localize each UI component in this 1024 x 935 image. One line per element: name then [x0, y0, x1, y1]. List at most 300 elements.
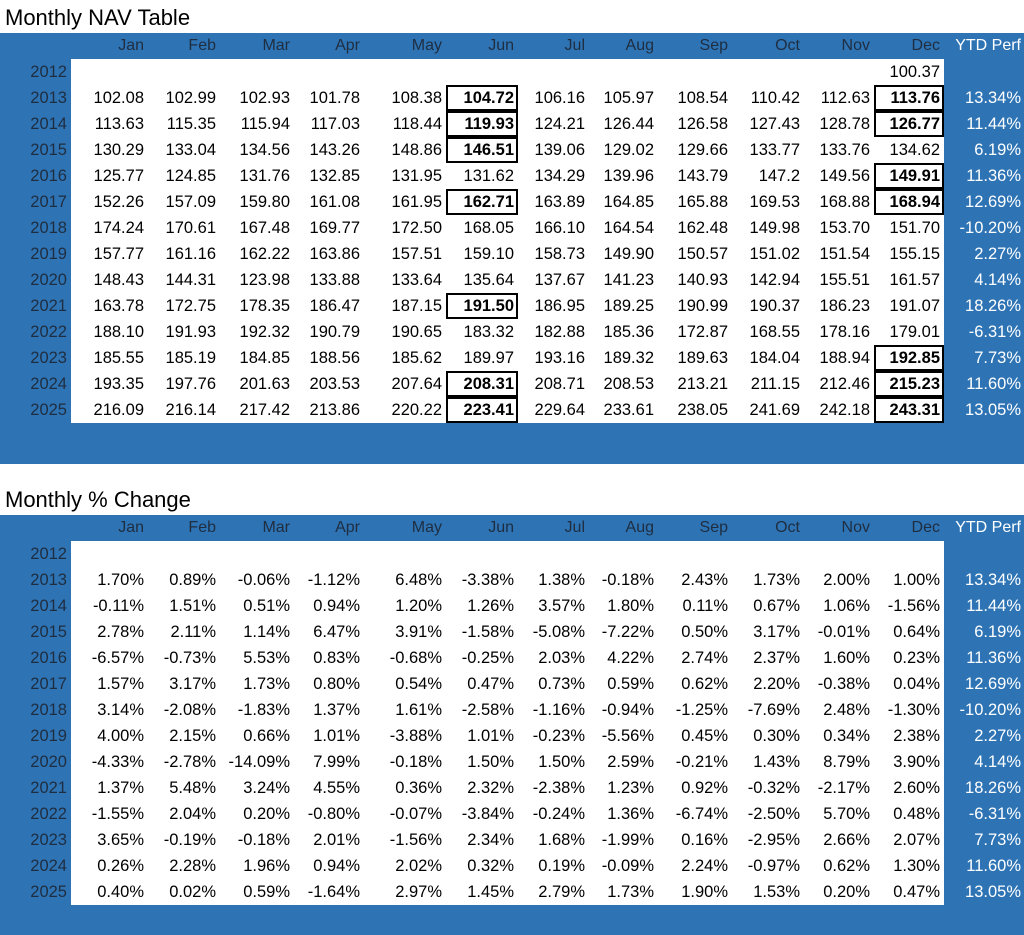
table-cell: 1.37% — [294, 697, 364, 723]
table-cell: 3.24% — [220, 775, 294, 801]
table-cell: -3.38% — [446, 567, 518, 593]
table-cell: 2.59% — [589, 749, 658, 775]
table-cell: 3.91% — [364, 619, 446, 645]
table-cell: 1.51% — [148, 593, 220, 619]
table-cell: 182.88 — [518, 319, 589, 345]
table-cell: 163.89 — [518, 189, 589, 215]
table-cell — [364, 541, 446, 567]
table-cell: -0.18% — [589, 567, 658, 593]
table-cell: -1.12% — [294, 567, 364, 593]
table-cell: 131.76 — [220, 163, 294, 189]
year-label: 2014 — [30, 597, 67, 615]
table-cell — [732, 541, 804, 567]
table-cell: -0.38% — [804, 671, 874, 697]
pct-table-title: Monthly % Change — [5, 487, 191, 512]
table-cell: 158.73 — [518, 241, 589, 267]
table-cell — [589, 59, 658, 85]
year-label: 2018 — [30, 701, 67, 719]
table-cell: 1.38% — [518, 567, 589, 593]
year-label: 2024 — [30, 857, 67, 875]
month-header: Jul — [564, 519, 585, 536]
table-cell: -0.68% — [364, 645, 446, 671]
ytd-perf-header: YTD Perf — [955, 37, 1021, 54]
ytd-perf-value: 13.05% — [965, 883, 1021, 901]
table-cell: 162.48 — [658, 215, 732, 241]
year-label: 2012 — [30, 63, 67, 81]
table-cell: 174.24 — [71, 215, 148, 241]
table-cell: 0.34% — [804, 723, 874, 749]
table-cell: 168.94 — [874, 189, 944, 215]
table-cell: 128.78 — [804, 111, 874, 137]
table-cell: 2.79% — [518, 879, 589, 905]
table-cell: 172.87 — [658, 319, 732, 345]
table-cell: 3.65% — [71, 827, 148, 853]
table-cell: 117.03 — [294, 111, 364, 137]
month-header: Sep — [699, 519, 728, 536]
ytd-perf-value: 11.36% — [966, 649, 1021, 667]
ytd-perf-value: 7.73% — [974, 831, 1021, 849]
table-cell: 0.48% — [874, 801, 944, 827]
ytd-perf-value: 13.34% — [965, 89, 1021, 107]
table-cell: 148.43 — [71, 267, 148, 293]
table-cell: -0.06% — [220, 567, 294, 593]
table-cell: 162.22 — [220, 241, 294, 267]
table-cell: 161.95 — [364, 189, 446, 215]
table-cell: -0.19% — [148, 827, 220, 853]
table-cell: -3.84% — [446, 801, 518, 827]
month-header: Apr — [335, 519, 360, 536]
ytd-perf-value: 11.60% — [966, 375, 1021, 393]
table-cell: 8.79% — [804, 749, 874, 775]
table-cell: 0.59% — [220, 879, 294, 905]
table-cell — [294, 541, 364, 567]
ytd-perf-value: -6.31% — [968, 805, 1021, 823]
table-cell: 185.55 — [71, 345, 148, 371]
table-cell: 113.63 — [71, 111, 148, 137]
ytd-perf-value: 11.44% — [966, 597, 1021, 615]
table-cell: 186.47 — [294, 293, 364, 319]
table-cell: -0.07% — [364, 801, 446, 827]
table-cell: -0.32% — [732, 775, 804, 801]
table-cell: 2.11% — [148, 619, 220, 645]
ytd-perf-value — [944, 59, 1024, 85]
table-cell: 191.50 — [446, 293, 518, 319]
year-label: 2013 — [30, 571, 67, 589]
table-cell: -2.08% — [148, 697, 220, 723]
table-cell: 188.56 — [294, 345, 364, 371]
table-cell: -0.18% — [364, 749, 446, 775]
table-cell: 169.53 — [732, 189, 804, 215]
month-header: Dec — [911, 519, 940, 536]
table-cell: 129.02 — [589, 137, 658, 163]
table-cell: 6.48% — [364, 567, 446, 593]
table-cell: -1.56% — [364, 827, 446, 853]
table-cell: -2.58% — [446, 697, 518, 723]
year-label: 2013 — [30, 89, 67, 107]
month-header: Jun — [488, 519, 514, 536]
table-cell: -2.50% — [732, 801, 804, 827]
table-cell: 161.57 — [874, 267, 944, 293]
table-cell: 3.57% — [518, 593, 589, 619]
year-label: 2021 — [30, 297, 67, 315]
table-cell: 2.34% — [446, 827, 518, 853]
table-cell: 124.21 — [518, 111, 589, 137]
table-cell: 4.22% — [589, 645, 658, 671]
ytd-perf-value — [944, 541, 1024, 567]
table-cell: 0.26% — [71, 853, 148, 879]
table-cell: 238.05 — [658, 397, 732, 423]
table-cell: 113.76 — [874, 85, 944, 111]
table-cell — [220, 541, 294, 567]
table-cell — [658, 59, 732, 85]
table-cell: 6.47% — [294, 619, 364, 645]
table-cell: 186.95 — [518, 293, 589, 319]
table-cell: -0.23% — [518, 723, 589, 749]
table-cell: 1.96% — [220, 853, 294, 879]
table-cell: 131.95 — [364, 163, 446, 189]
table-cell: 147.2 — [732, 163, 804, 189]
table-cell: -0.21% — [658, 749, 732, 775]
table-cell — [148, 541, 220, 567]
table-cell: -3.88% — [364, 723, 446, 749]
table-cell: 190.99 — [658, 293, 732, 319]
table-cell: 166.10 — [518, 215, 589, 241]
table-cell: 189.97 — [446, 345, 518, 371]
year-label: 2017 — [30, 675, 67, 693]
table-cell: 189.63 — [658, 345, 732, 371]
ytd-perf-value: 2.27% — [974, 245, 1021, 263]
table-cell: 0.16% — [658, 827, 732, 853]
table-cell: -1.25% — [658, 697, 732, 723]
table-cell: 172.75 — [148, 293, 220, 319]
table-cell: 133.76 — [804, 137, 874, 163]
table-cell: 140.93 — [658, 267, 732, 293]
table-cell: 211.15 — [732, 371, 804, 397]
table-cell — [220, 59, 294, 85]
table-cell: 159.10 — [446, 241, 518, 267]
month-header: Mar — [262, 519, 290, 536]
table-cell: 1.57% — [71, 671, 148, 697]
table-cell: 0.20% — [804, 879, 874, 905]
table-cell: 2.20% — [732, 671, 804, 697]
table-cell: 126.58 — [658, 111, 732, 137]
table-cell: 207.64 — [364, 371, 446, 397]
table-cell: 134.29 — [518, 163, 589, 189]
table-cell: 197.76 — [148, 371, 220, 397]
corner-cell — [0, 515, 71, 541]
ytd-perf-value: 2.27% — [974, 727, 1021, 745]
table-cell: 0.92% — [658, 775, 732, 801]
table-cell: 3.14% — [71, 697, 148, 723]
table-cell: -0.24% — [518, 801, 589, 827]
year-label: 2023 — [30, 349, 67, 367]
table-cell: 108.54 — [658, 85, 732, 111]
table-cell: 133.77 — [732, 137, 804, 163]
table-cell: 157.77 — [71, 241, 148, 267]
table-cell: 164.85 — [589, 189, 658, 215]
table-cell: -0.01% — [804, 619, 874, 645]
year-label: 2023 — [30, 831, 67, 849]
table-cell: 1.43% — [732, 749, 804, 775]
table-cell: 119.93 — [446, 111, 518, 137]
month-header: Nov — [841, 37, 870, 54]
table-cell: 1.06% — [804, 593, 874, 619]
table-cell: 125.77 — [71, 163, 148, 189]
table-cell: 1.45% — [446, 879, 518, 905]
table-cell: 104.72 — [446, 85, 518, 111]
table-cell: 213.21 — [658, 371, 732, 397]
table-cell: -6.74% — [658, 801, 732, 827]
table-cell — [804, 59, 874, 85]
table-cell: 143.79 — [658, 163, 732, 189]
ytd-perf-value: 4.14% — [974, 271, 1021, 289]
table-cell: -7.69% — [732, 697, 804, 723]
table-cell: 170.61 — [148, 215, 220, 241]
table-cell: 7.99% — [294, 749, 364, 775]
table-cell: 0.50% — [658, 619, 732, 645]
ytd-perf-value: 7.73% — [974, 349, 1021, 367]
ytd-perf-value: 18.26% — [965, 779, 1021, 797]
table-cell — [364, 59, 446, 85]
table-cell: 0.11% — [658, 593, 732, 619]
table-cell: 191.93 — [148, 319, 220, 345]
table-cell: 233.61 — [589, 397, 658, 423]
table-cell: 0.20% — [220, 801, 294, 827]
table-cell — [658, 541, 732, 567]
table-cell: 0.94% — [294, 593, 364, 619]
table-cell: 129.66 — [658, 137, 732, 163]
pct-table-grid — [0, 515, 1024, 905]
nav-table-grid — [0, 33, 1024, 423]
table-cell: 162.71 — [446, 189, 518, 215]
ytd-perf-value: 6.19% — [974, 623, 1021, 641]
table-cell: 133.88 — [294, 267, 364, 293]
table-cell: 3.90% — [874, 749, 944, 775]
month-header: May — [411, 519, 442, 536]
month-header: Nov — [841, 519, 870, 536]
table-cell: 130.29 — [71, 137, 148, 163]
table-cell: 178.16 — [804, 319, 874, 345]
table-cell: 1.20% — [364, 593, 446, 619]
table-cell: 192.32 — [220, 319, 294, 345]
table-cell: -4.33% — [71, 749, 148, 775]
ytd-perf-value: 18.26% — [965, 297, 1021, 315]
table-cell: 216.14 — [148, 397, 220, 423]
table-cell: 112.63 — [804, 85, 874, 111]
table-cell: 0.67% — [732, 593, 804, 619]
table-cell: 179.01 — [874, 319, 944, 345]
table-cell: 163.78 — [71, 293, 148, 319]
table-cell: -1.30% — [874, 697, 944, 723]
table-cell: 2.04% — [148, 801, 220, 827]
table-cell: 192.85 — [874, 345, 944, 371]
nav-table-title: Monthly NAV Table — [5, 5, 191, 30]
table-cell: 193.35 — [71, 371, 148, 397]
table-cell: 1.68% — [518, 827, 589, 853]
table-cell: 155.51 — [804, 267, 874, 293]
month-header: Mar — [262, 37, 290, 54]
table-cell: 1.01% — [294, 723, 364, 749]
table-cell: -14.09% — [220, 749, 294, 775]
table-cell: 1.61% — [364, 697, 446, 723]
table-cell: 169.77 — [294, 215, 364, 241]
table-cell: 124.85 — [148, 163, 220, 189]
table-cell — [732, 59, 804, 85]
table-cell: 137.67 — [518, 267, 589, 293]
table-cell: 1.14% — [220, 619, 294, 645]
table-cell: 4.55% — [294, 775, 364, 801]
table-cell: 186.23 — [804, 293, 874, 319]
table-cell: 1.60% — [804, 645, 874, 671]
table-cell: 1.30% — [874, 853, 944, 879]
table-cell: 133.64 — [364, 267, 446, 293]
year-label: 2015 — [30, 623, 67, 641]
table-cell: 3.17% — [148, 671, 220, 697]
table-cell: 215.23 — [874, 371, 944, 397]
table-cell: 201.63 — [220, 371, 294, 397]
year-label: 2019 — [30, 727, 67, 745]
table-cell: 168.55 — [732, 319, 804, 345]
year-label: 2012 — [30, 545, 67, 563]
table-cell: 1.80% — [589, 593, 658, 619]
table-cell: 2.74% — [658, 645, 732, 671]
table-cell: 5.53% — [220, 645, 294, 671]
month-header: Oct — [775, 37, 800, 54]
month-header: Feb — [188, 37, 216, 54]
table-cell: 0.36% — [364, 775, 446, 801]
year-label: 2020 — [30, 753, 67, 771]
table-cell: 1.73% — [732, 567, 804, 593]
table-cell — [518, 541, 589, 567]
ytd-perf-value: 11.60% — [966, 857, 1021, 875]
month-header: Jan — [118, 519, 144, 536]
ytd-perf-value: 12.69% — [965, 193, 1021, 211]
table-cell: 102.08 — [71, 85, 148, 111]
table-cell: 172.50 — [364, 215, 446, 241]
table-cell: 115.94 — [220, 111, 294, 137]
table-cell: -0.18% — [220, 827, 294, 853]
year-label: 2020 — [30, 271, 67, 289]
table-cell: 193.16 — [518, 345, 589, 371]
table-cell: 1.73% — [220, 671, 294, 697]
table-cell: 100.37 — [874, 59, 944, 85]
table-cell: 157.51 — [364, 241, 446, 267]
table-cell: -5.56% — [589, 723, 658, 749]
ytd-perf-value: -10.20% — [959, 701, 1021, 719]
table-cell: 165.88 — [658, 189, 732, 215]
table-cell: -0.09% — [589, 853, 658, 879]
table-cell: -7.22% — [589, 619, 658, 645]
table-cell: 1.23% — [589, 775, 658, 801]
table-cell: 126.77 — [874, 111, 944, 137]
table-cell: 0.64% — [874, 619, 944, 645]
table-cell: 0.80% — [294, 671, 364, 697]
month-header: Aug — [625, 519, 654, 536]
table-cell: 187.15 — [364, 293, 446, 319]
table-cell: 1.53% — [732, 879, 804, 905]
table-cell: 149.56 — [804, 163, 874, 189]
year-label: 2021 — [30, 779, 67, 797]
table-cell: 0.62% — [804, 853, 874, 879]
table-cell: 1.73% — [589, 879, 658, 905]
table-cell: 183.32 — [446, 319, 518, 345]
month-header: Feb — [188, 519, 216, 536]
table-cell: 0.02% — [148, 879, 220, 905]
table-cell: 191.07 — [874, 293, 944, 319]
table-cell: 208.71 — [518, 371, 589, 397]
table-cell: 2.02% — [364, 853, 446, 879]
table-cell: 108.38 — [364, 85, 446, 111]
table-cell: 150.57 — [658, 241, 732, 267]
table-cell: 213.86 — [294, 397, 364, 423]
year-label: 2016 — [30, 649, 67, 667]
table-cell — [71, 541, 148, 567]
table-cell: 152.26 — [71, 189, 148, 215]
corner-cell — [0, 33, 71, 59]
table-cell: 2.15% — [148, 723, 220, 749]
table-cell: 0.30% — [732, 723, 804, 749]
table-cell: 2.00% — [804, 567, 874, 593]
month-header: Apr — [335, 37, 360, 54]
table-cell: 115.35 — [148, 111, 220, 137]
table-cell: 155.15 — [874, 241, 944, 267]
ytd-perf-header: YTD Perf — [955, 519, 1021, 536]
table-cell: -1.99% — [589, 827, 658, 853]
month-header: Jan — [118, 37, 144, 54]
month-header: Aug — [625, 37, 654, 54]
ytd-perf-value: 11.36% — [966, 167, 1021, 185]
year-label: 2022 — [30, 805, 67, 823]
table-cell: 2.03% — [518, 645, 589, 671]
year-label: 2015 — [30, 141, 67, 159]
table-cell: -2.78% — [148, 749, 220, 775]
table-cell: -1.83% — [220, 697, 294, 723]
table-cell: 190.65 — [364, 319, 446, 345]
table-cell: 185.62 — [364, 345, 446, 371]
year-label: 2024 — [30, 375, 67, 393]
table-cell: 139.06 — [518, 137, 589, 163]
table-cell: 157.09 — [148, 189, 220, 215]
table-cell: 144.31 — [148, 267, 220, 293]
table-cell: 168.05 — [446, 215, 518, 241]
table-cell: 208.53 — [589, 371, 658, 397]
table-cell: 106.16 — [518, 85, 589, 111]
year-label: 2017 — [30, 193, 67, 211]
ytd-perf-value: -10.20% — [959, 219, 1021, 237]
table-cell: 243.31 — [874, 397, 944, 423]
ytd-perf-value: 12.69% — [965, 675, 1021, 693]
table-cell: 189.25 — [589, 293, 658, 319]
table-cell: 0.45% — [658, 723, 732, 749]
table-cell: 0.04% — [874, 671, 944, 697]
table-cell: 127.43 — [732, 111, 804, 137]
table-cell: -0.94% — [589, 697, 658, 723]
table-cell: 1.70% — [71, 567, 148, 593]
ytd-perf-value: 4.14% — [974, 753, 1021, 771]
table-cell: 146.51 — [446, 137, 518, 163]
month-header: Dec — [911, 37, 940, 54]
table-cell: 1.00% — [874, 567, 944, 593]
table-cell: 2.48% — [804, 697, 874, 723]
table-cell: 149.98 — [732, 215, 804, 241]
table-cell: 141.23 — [589, 267, 658, 293]
table-cell — [446, 59, 518, 85]
table-cell: 241.69 — [732, 397, 804, 423]
table-cell: 105.97 — [589, 85, 658, 111]
table-cell: 0.62% — [658, 671, 732, 697]
table-cell: -0.97% — [732, 853, 804, 879]
table-cell: 5.48% — [148, 775, 220, 801]
